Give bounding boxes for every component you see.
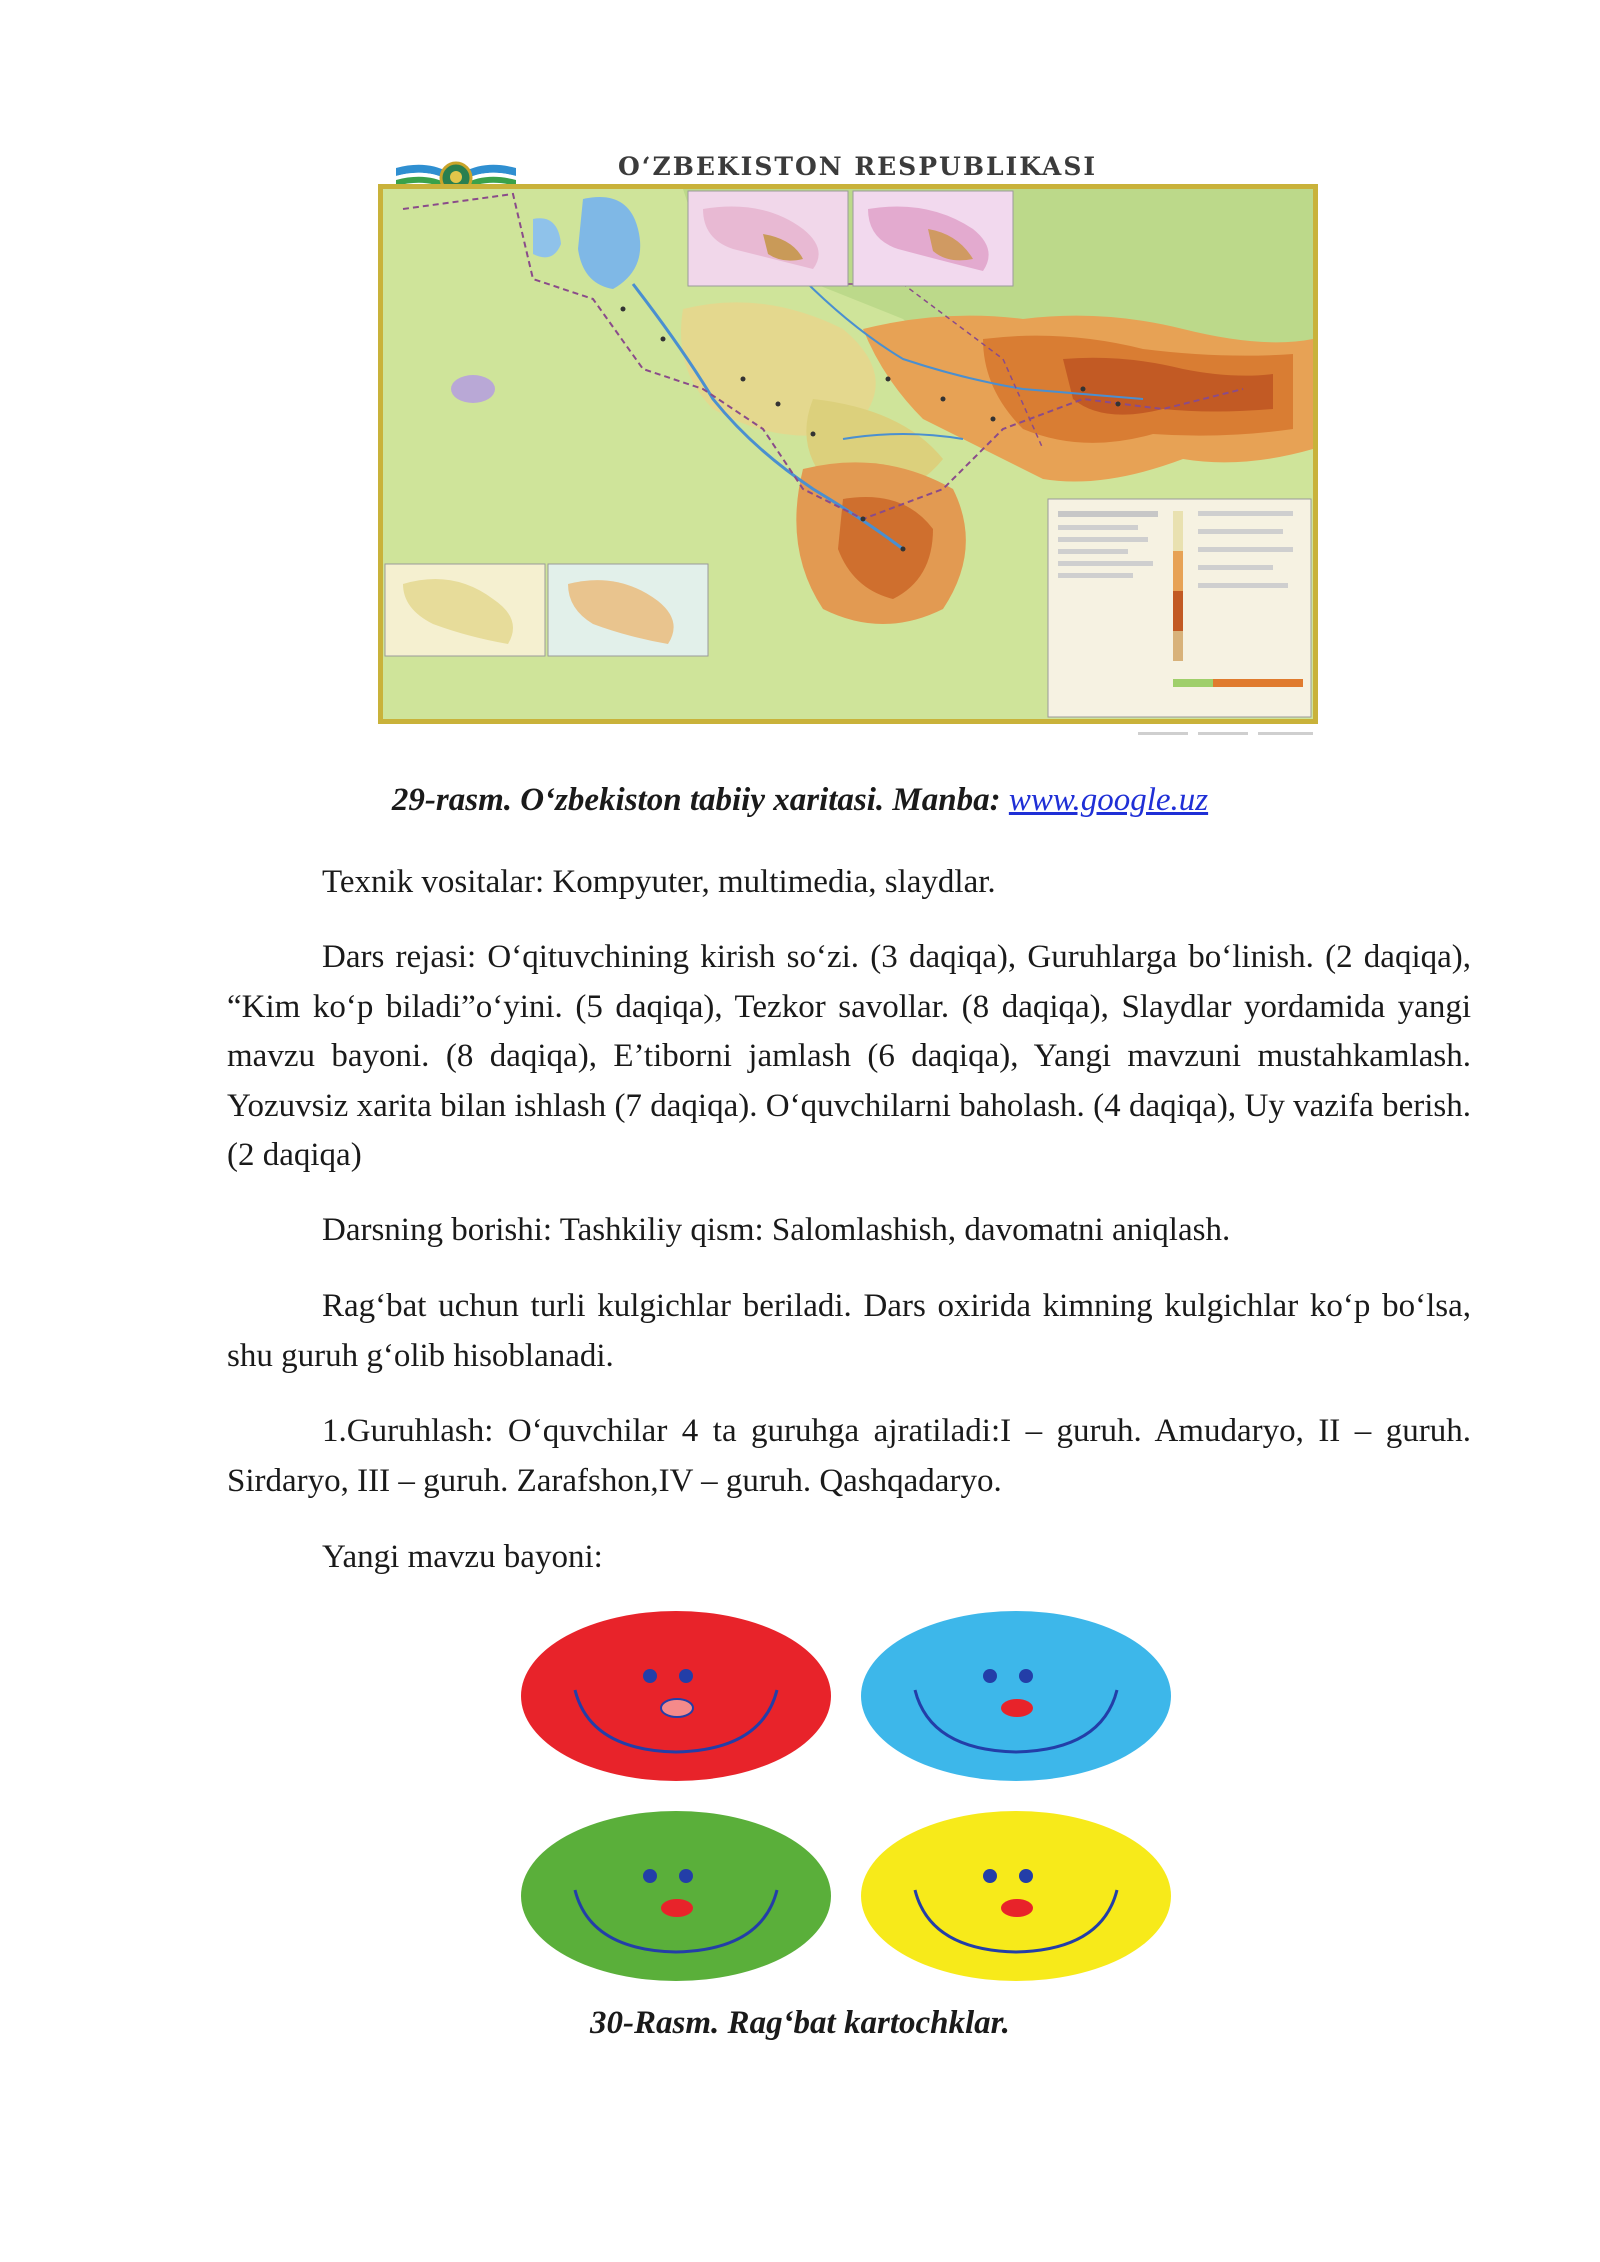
paragraph-technical-tools: Texnik vositalar: Kompyuter, multimedia, slaydlar. [322,864,996,900]
blue-smiley-icon [860,1610,1172,1782]
paragraph-incentive: Rag‘bat uchun turli kulgichlar beriladi. Dars oxirida kimning kulgichlar ko‘p bo‘lsa, shu guruh g‘olib hisoblanadi. [227,1288,1471,1374]
map-title: O‘ZBEKISTON RESPUBLIKASI [618,152,1098,181]
paragraph-lesson-plan: Dars rejasi: O‘qituvchining kirish so‘zi. (3 daqiqa), Guruhlarga bo‘linish. (2 daqiqa), “Kim ko‘p biladi”o‘yini. (5 daqiqa), Tezkor savollar. (8 daqiqa), Slaydlar yordamida yangi mavzu bayoni. (8 daqiqa), E’tiborni jamlash (6 daqiqa), Yangi mavzuni mustahkamlash. Yozuvsiz xarita bilan ishlash (7 daqiqa). O‘quvchilarni baholash. (4 daqiqa), Uy vazifa berish. (2 daqiqa) [227,939,1471,1173]
map-frame [378,184,1318,724]
map-footer-scale [1138,730,1318,738]
smiley-cards-figure [520,1610,1180,1990]
figure-30-caption: 30-Rasm. Rag‘bat kartochklar. [590,2005,1010,2041]
yellow-smiley-icon [860,1810,1172,1982]
uzbekistan-physical-map-figure [378,148,1324,744]
paragraph-new-topic: Yangi mavzu bayoni: [322,1539,603,1575]
map-image [383,189,1313,719]
figure-29-caption-text: 29-rasm. O‘zbekiston tabiiy xaritasi. Manba: [391,782,1009,818]
green-smiley-icon [520,1810,832,1982]
source-link[interactable]: www.google.uz [1008,782,1209,818]
figure-29-caption [230,782,1370,819]
red-smiley-icon [520,1610,832,1782]
paragraph-lesson-progress: Darsning borishi: Tashkiliy qism: Salomlashish, davomatni aniqlash. [322,1212,1231,1248]
paragraph-grouping: 1.Guruhlash: O‘quvchilar 4 ta guruhga ajratiladi:I – guruh. Amudaryo, II – guruh. Sirdaryo, III – guruh. Zarafshon,IV – guruh. Qashqadaryo. [227,1413,1471,1499]
